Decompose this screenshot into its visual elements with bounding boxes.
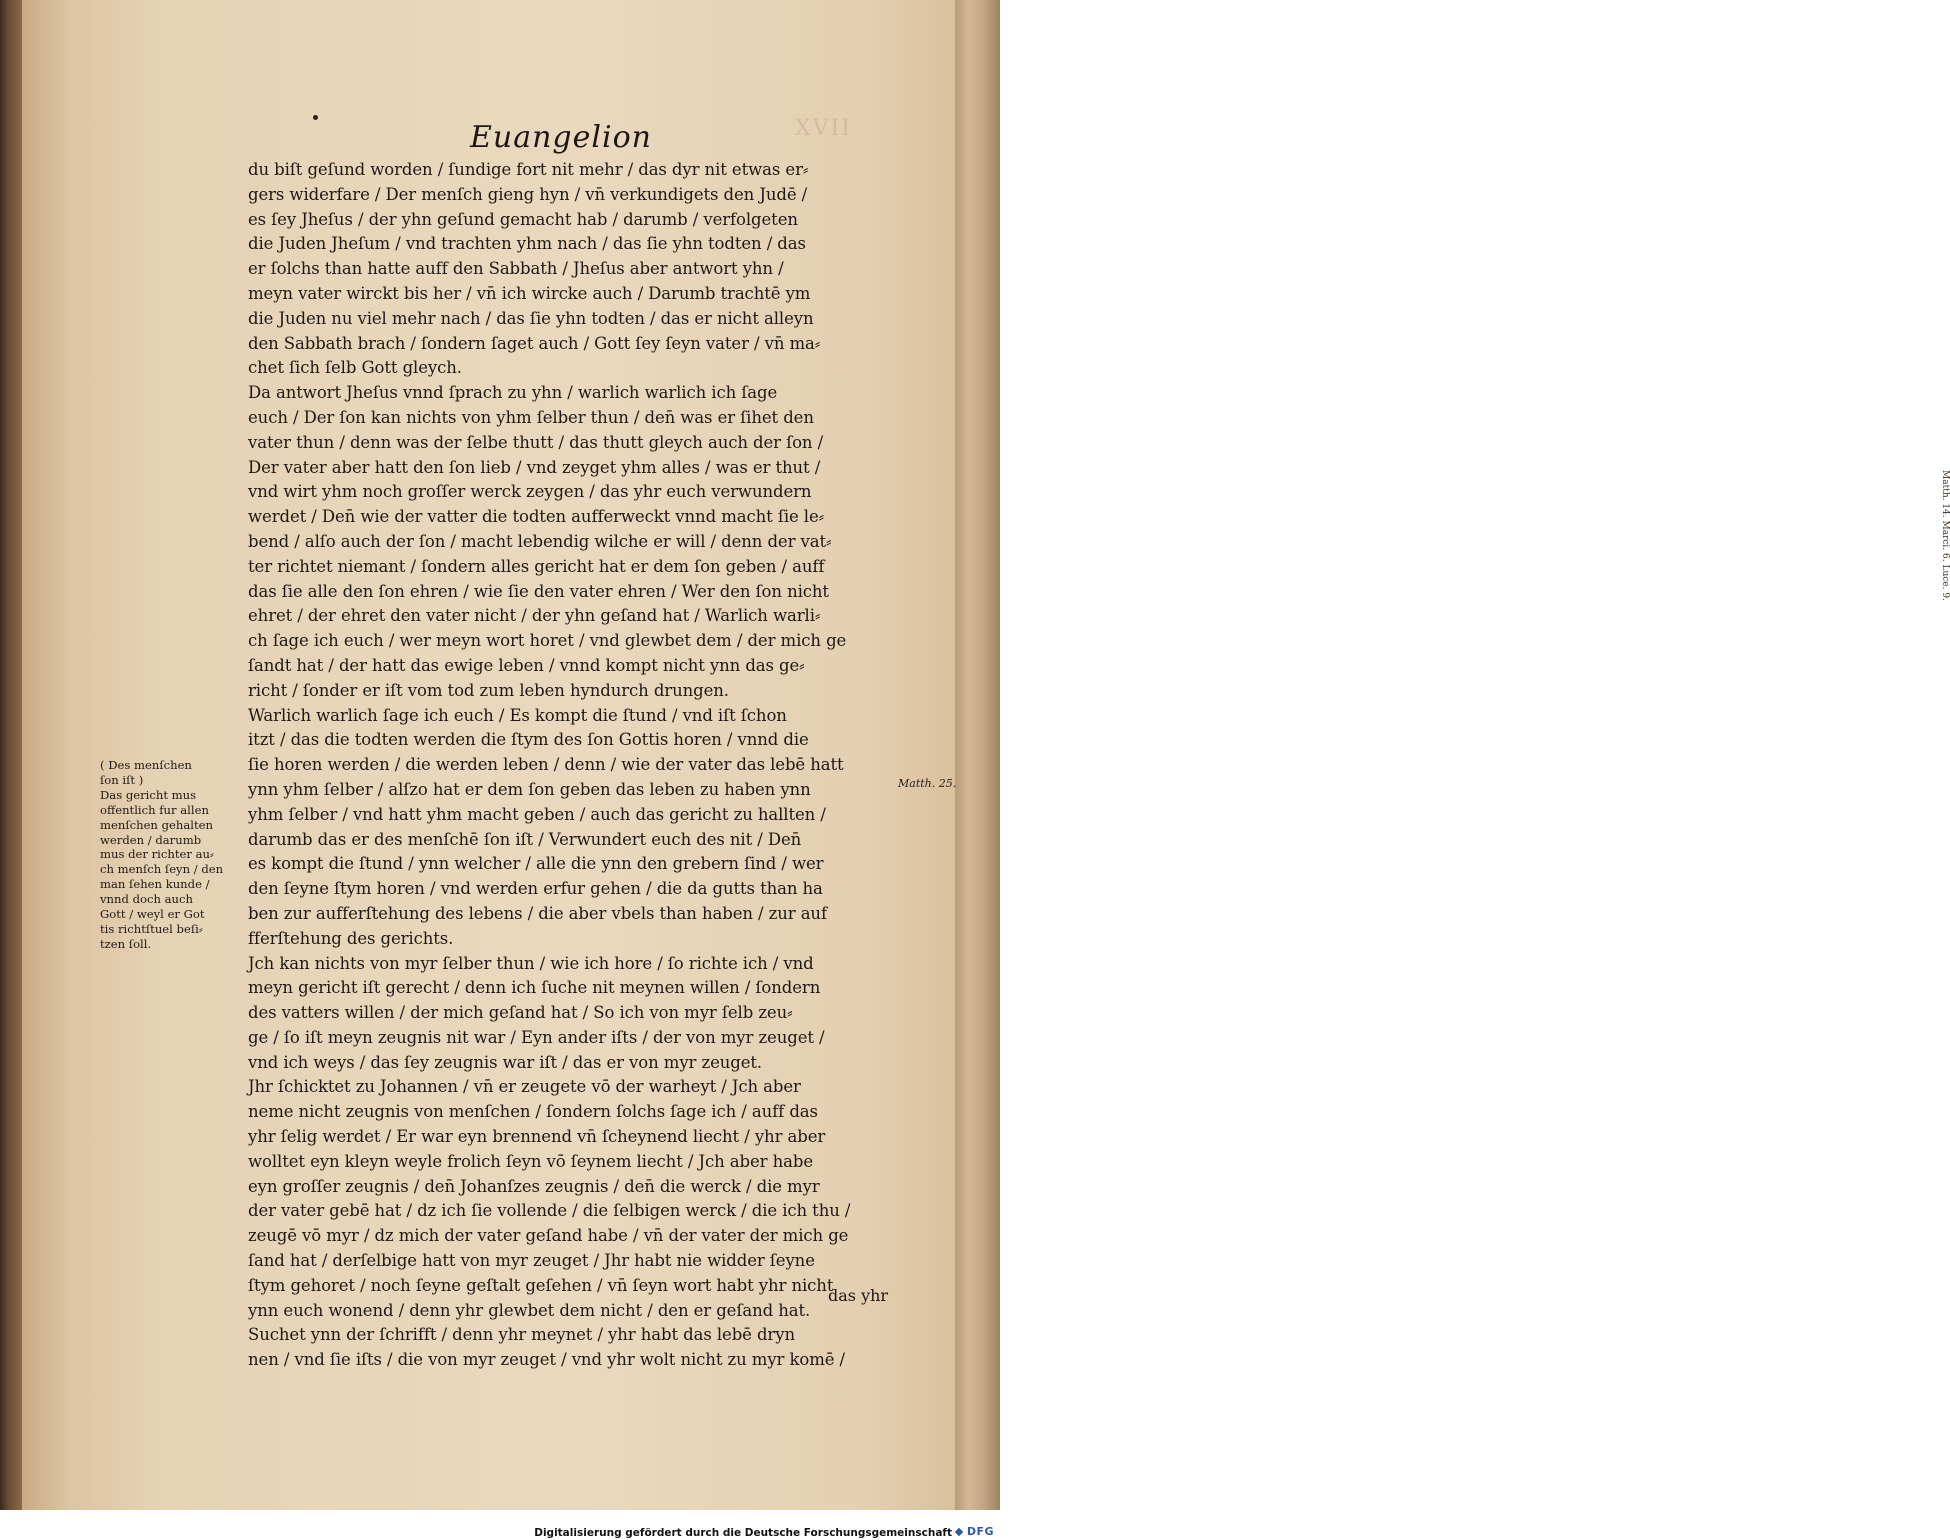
gloss-line: ( Des menſchen [100,758,192,772]
text-line: Warlich warlich ſage ich euch / Es kompt die ſtund / vnd iſt ſchon [248,705,787,725]
text-line: die Juden Jheſum / vnd trachten yhm nach / das ſie yhn todten / das [248,234,806,254]
gloss-line: ſon iſt ) [100,772,144,787]
text-line: ter richtet niemant / ſondern alles gericht hat er dem ſon geben / auff [248,556,825,576]
text-line: ge / ſo iſt meyn zeugnis nit war / Eyn ander iſts / der von myr zeuget / [248,1027,825,1047]
next-page-edge [955,0,1950,1510]
text-line: vnd ich weys / das ſey zeugnis war iſt / das er von myr zeuget. [248,1052,763,1072]
text-line: darumb das er des menſchē ſon iſt / Verwundert euch des nit / Den̄ [248,829,802,849]
text-line: ynn yhm ſelber / alſzo hat er dem ſon geben das leben zu haben ynn [248,779,811,799]
text-line: des vatters willen / der mich geſand hat / So ich von myr ſelb zeu⸗ [248,1003,793,1023]
text-line: ſandt hat / der hatt das ewige leben / vnnd kompt nicht ynn das ge⸗ [248,655,805,675]
text-line: ch ſage ich euch / wer meyn wort horet / vnd glewbet dem / der mich ge [248,631,847,651]
marginal-reference: Matth. 25. [898,777,957,790]
text-line: neme nicht zeugnis von menſchen / ſondern ſolchs ſage ich / auff das [248,1102,818,1122]
edge-marginal-reference: Matth. 14. Marci. 6. Luce. 9. [1940,470,1950,601]
text-line: euch / Der ſon kan nichts von yhm ſelber thun / den̄ was er ſihet den [248,407,814,427]
text-line: yhm ſelber / vnd hatt yhm macht geben / auch das gericht zu hallten / [248,804,826,824]
text-line: Jch kan nichts von myr ſelber thun / wie ich hore / ſo richte ich / vnd [248,953,814,973]
running-title: Euangelion [470,120,652,155]
show-through-folio: XVII [795,116,852,141]
gloss-line: mus der richter au⸗ [100,847,214,862]
ink-dot [313,115,318,120]
body-text-block [248,158,896,1373]
text-line: eyn groſſer zeugnis / den̄ Johanſzes zeugnis / den̄ die werck / die myr [248,1176,820,1196]
gloss-line: menſchen gehalten [100,817,213,832]
text-line: ben zur aufferſtehung des lebens / die aber vbels than haben / zur auf [248,903,827,923]
text-line: es kompt die ſtund / ynn welcher / alle die ynn den grebern ſind / wer [248,854,824,874]
text-line: du biſt geſund worden / ſundige fort nit mehr / das dyr nit etwas er⸗ [248,160,809,179]
text-line: Da antwort Jheſus vnnd ſprach zu yhn / warlich warlich ich ſage [248,383,778,403]
text-line: der vater gebē hat / dz ich ſie vollende / die ſelbigen werck / die ich thu / [248,1201,851,1221]
text-line: den Sabbath brach / ſondern ſaget auch / Gott ſey ſeyn vater / vn̄ ma⸗ [248,333,821,353]
text-line: zeugē vō myr / dz mich der vater geſand habe / vn̄ der vater der mich ge [248,1226,849,1246]
text-line: er ſolchs than hatte auff den Sabbath / Jheſus aber antwort yhn / [248,259,784,279]
text-line: Suchet ynn der ſchrifft / denn yhr meynet / yhr habt das lebē dryn [248,1325,795,1345]
text-line: gers widerfare / Der menſch gieng hyn / vn̄ verkundigets den Judē / [248,184,808,204]
text-line: richt / ſonder er iſt vom tod zum leben hyndurch drungen. [248,680,729,700]
gloss-line: ch menſch ſeyn / den [100,862,224,877]
catchword: das yhr [828,1286,889,1305]
gloss-line: werden / darumb [100,832,202,847]
gloss-line: Das gericht mus [100,787,197,802]
gloss-line: tzen ſoll. [100,936,152,951]
text-line: werdet / Den̄ wie der vatter die todten aufferweckt vnnd macht ſie le⸗ [248,507,825,527]
text-line: itzt / das die todten werden die ſtym des ſon Gottis horen / vnnd die [248,730,809,750]
text-line: vnd wirt yhm noch groſſer werck zeygen / das yhr euch verwundern [248,482,812,502]
text-line: nen / vnd ſie iſts / die von myr zeuget / vnd yhr wolt nicht zu myr komē / [248,1350,846,1370]
text-line: wolltet eyn kleyn weyle frolich ſeyn vō ſeynem liecht / Jch aber habe [248,1151,813,1171]
text-line: ſie horen werden / die werden leben / denn / wie der vater das lebē hatt [248,755,844,775]
text-line: den ſeyne ſtym horen / vnd werden erfur gehen / die da gutts than ha [248,879,823,899]
book-binding [0,0,22,1510]
text-line: die Juden nu viel mehr nach / das ſie yhn todten / das er nicht alleyn [248,308,814,328]
dfg-logo-text: DFG [966,1525,994,1538]
gloss-line: offentlich fur allen [100,802,209,817]
text-line: vater thun / denn was der ſelbe thutt / das thutt gleych auch der ſon / [248,432,824,452]
funding-credit: Digitalisierung gefördert durch die Deutsche Forschungsgemeinschaft [534,1527,952,1539]
gloss-line: vnnd doch auch [100,892,193,907]
text-line: ynn euch wonend / denn yhr glewbet dem nicht / den er geſand hat. [248,1300,811,1320]
text-line: das ſie alle den ſon ehren / wie ſie den vater ehren / Wer den ſon nicht [248,581,829,601]
text-line: bend / alſo auch der ſon / macht lebendig wilche er will / denn der vat⸗ [248,531,832,551]
text-line: meyn vater wirckt bis her / vn̄ ich wircke auch / Darumb trachtē ym [248,283,811,303]
text-line: Der vater aber hatt den ſon lieb / vnd zeyget yhm alles / was er thut / [248,457,821,477]
gloss-line: Gott / weyl er Got [100,907,205,922]
text-line: ſand hat / derſelbige hatt von myr zeuget / Jhr habt nie widder ſeyne [248,1251,815,1271]
text-line: ehret / der ehret den vater nicht / der yhn geſand hat / Warlich warli⸗ [248,606,821,626]
text-line: Jhr ſchicktet zu Johannen / vn̄ er zeugete vō der warheyt / Jch aber [248,1077,801,1097]
marginal-gloss [100,758,236,952]
gloss-line: man ſehen kunde / [100,877,210,892]
text-line: meyn gericht iſt gerecht / denn ich ſuche nit meynen willen / ſondern [248,978,821,998]
gloss-line: tis richtſtuel beſi⸗ [100,921,203,936]
text-line: fferſtehung des gerichts. [248,928,454,948]
text-line: es ſey Jheſus / der yhn geſund gemacht hab / darumb / verfolgeten [248,209,798,229]
text-line: ſtym gehoret / noch ſeyne geſtalt geſehen / vn̄ ſeyn wort habt yhr nicht [248,1275,834,1295]
text-line: yhr ſelig werdet / Er war eyn brennend vn̄ ſcheynend liecht / yhr aber [248,1127,826,1147]
text-line: chet ſich ſelb Gott gleych. [248,358,462,378]
